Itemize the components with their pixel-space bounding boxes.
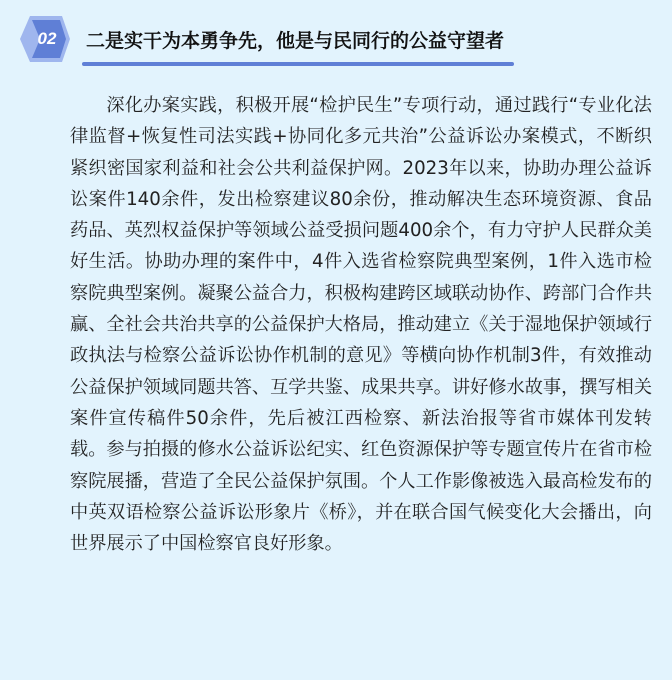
section-number: 02 (37, 29, 57, 48)
section-number-badge (20, 12, 70, 66)
body-paragraph: 深化办案实践，积极开展“检护民生”专项行动，通过践行“专业化法律监督+恢复性司法实践+协同化多元共治”公益诉讼办案模式，不断织紧织密国家利益和社会公共利益保护网。2023年以来，协助办理公益诉讼案件140余件，发出检察建议80余份，推动解决生态环境资源、食品药品、英烈权益保护等领域公益受损问题400余个，有力守护人民群众美好生活。协助办理的案件中，4件入选省检察院典型案例，1件入选市检察院典型案例。凝聚公益合力，积极构建跨区域联动协作、跨部门合作共赢、全社会共治共享的公益保护大格局，推动建立《关于湿地保护领域行政执法与检察公益诉讼协作机制的意见》等横向协作机制3件，有效推动公益保护领域同题共答、互学共鉴、成果共享。讲好修水故事，撰写相关案件宣传稿件50余件，先后被江西检察、新法治报等省市媒体刊发转载。参与拍摄的修水公益诉讼纪实、红色资源保护等专题宣传片在省市检察院展播，营造了全民公益保护氛围。个人工作影像被选入最高检发布的中英双语检察公益诉讼形象片《桥》，并在联合国气候变化大会播出，向世界展示了中国检察官良好形象。 (70, 95, 653, 555)
title-underline (82, 62, 514, 66)
section-title: 二是实干为本勇争先，他是与民同行的公益守望者 (86, 30, 505, 52)
